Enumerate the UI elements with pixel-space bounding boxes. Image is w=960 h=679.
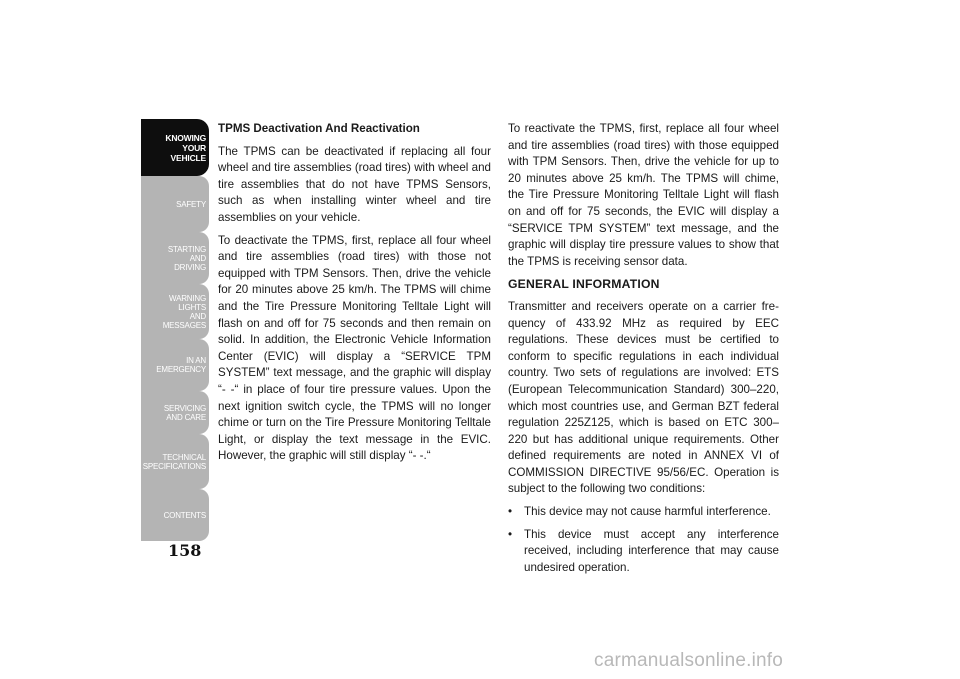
page-number: 158 (168, 541, 202, 560)
tab-starting-and-driving[interactable] (141, 232, 209, 284)
list-item: • This device may not cause harmful interference. (508, 504, 779, 521)
watermark: carmanualsonline.info (594, 650, 784, 671)
tab-label: CONTENTS (163, 510, 206, 520)
list-item: • This device must accept any interference received, including interference that may cause undesired operation. (508, 527, 779, 577)
tab-technical-specifications[interactable] (141, 434, 209, 489)
tab-knowing-your-vehicle[interactable] (141, 119, 209, 176)
tab-safety[interactable] (141, 176, 209, 232)
tab-label: TECHNICAL SPECIFICATIONS (142, 452, 206, 471)
paragraph: To deactivate the TPMS, first, replace all four wheel and tire assemblies (road tires) with those not equipped with TPM Sensors. Then, drive the vehicle for 20 minutes above 25 km/h. The TPMS will chime and the Tire Pressure Monitoring Telltale Light will flash on and off for 75 seconds and then remain on solid. In addition, the Electronic Vehicle Information Center (EVIC) will display a “SERVICE TPM SYSTEM” text message, and the graphic will display “- -“ in place of four tire pressure values. Upon the next ignition switch cycle, the TPMS will no longer chime or turn on the Tire Pressure Monitoring Telltale Light, or display the text message in the EVIC. However, the graphic will still display “- -.“ (218, 233, 491, 463)
tab-in-an-emergency[interactable] (141, 339, 209, 391)
tab-label: IN AN EMERGENCY (156, 356, 206, 374)
tab-label: WARNING LIGHTS AND MESSAGES (162, 293, 206, 330)
paragraph: The TPMS can be deactivated if replacing all four wheel and tire assemblies (road tires) with wheel and tire assemblies that do not have TPMS Sensors, such as when installing winter wheel and tire assemblies on your vehicle. (218, 144, 491, 224)
paragraph: Transmitter and receivers operate on a carrier frequency of 433.92 MHz as required by EEC regulations. These devices must be certified to conform to specific regulations in each individual country. Two sets of regulations are involved: ETS (European Telecommunication Standard) 300–220, which most countries use, and German BZT federal regulation 225Z125, which is based on ETC 300–220 but has additional unique requirements. Other defined requirements are noted in ANNEX VI of COMMISSION DIRECTIVE 95/56/EC. Operation is subject to the following two conditions: (508, 299, 779, 496)
tab-label: KNOWING YOUR VEHICLE (165, 132, 206, 163)
tab-label: SAFETY (176, 199, 206, 209)
right-column (508, 121, 779, 582)
section-subheading: TPMS Deactivation And Reactivation (218, 122, 420, 135)
tab-servicing-and-care[interactable] (141, 391, 209, 434)
tab-warning-lights-and-messages[interactable] (141, 284, 209, 339)
tab-label: SERVICING AND CARE (163, 403, 206, 422)
paragraph: To reactivate the TPMS, first, replace all four wheel and tire assemblies (road tires) with those equipped with TPM Sensors. Then, drive the vehicle for up to 20 minutes above 25 km/h. The TPMS will chime, the Tire Pressure Monitoring Telltale Light will flash on and off for 75 seconds, the EVIC will display a “SERVICE TPM SYSTEM” text message, and the graphic will display tire pressure values to show that the TPMS is receiving sensor data. (508, 122, 779, 268)
tab-label: STARTING AND DRIVING (167, 244, 206, 272)
left-column (218, 121, 491, 471)
section-heading: GENERAL INFORMATION (508, 277, 660, 292)
tab-contents[interactable] (141, 489, 209, 541)
condition-list (508, 504, 779, 576)
